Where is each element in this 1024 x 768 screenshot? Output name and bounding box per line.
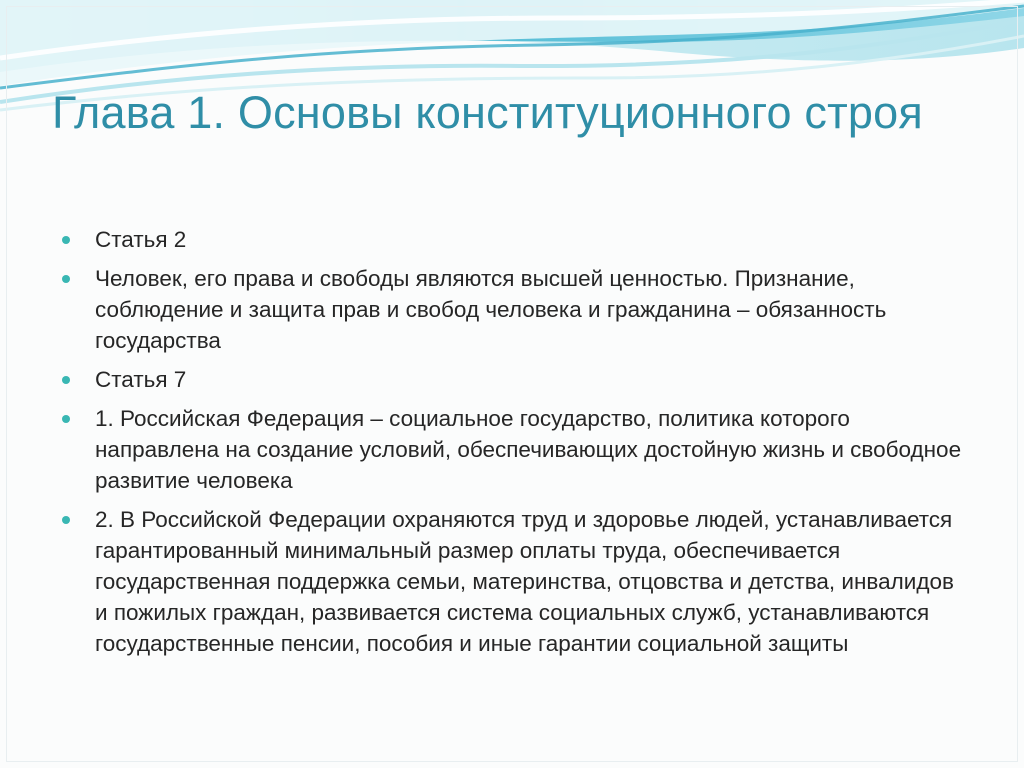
bullet-text: Человек, его права и свободы являются высшей ценностью. Признание, соблюдение и защита прав и свобод человека и гражданина – обязанность государства bbox=[95, 266, 887, 353]
bullet-item-social-protection bbox=[60, 504, 965, 659]
bullet-text: 1. Российская Федерация – социальное государство, политика которого направлена на создание условий, обеспечивающих достойную жизнь и свободное развитие человека bbox=[95, 406, 962, 493]
bullet-dot-icon bbox=[62, 415, 70, 423]
bullet-dot-icon bbox=[62, 516, 70, 524]
bullet-text: Статья 7 bbox=[95, 367, 187, 392]
bullet-dot-icon bbox=[62, 376, 70, 384]
bullet-item-article-2 bbox=[60, 224, 965, 255]
bullet-list bbox=[60, 224, 965, 659]
bullet-item-article-7 bbox=[60, 364, 965, 395]
bullet-text: 2. В Российской Федерации охраняются труд и здоровье людей, устанавливается гарантированный минимальный размер оплаты труда, обеспечивается государственная поддержка семьи, материнства, отцовства и детства, инвалидов и пожилых граждан, развивается система социальных служб, устанавливаются государственные пенсии, пособия и иные гарантии социальной защиты bbox=[95, 507, 954, 656]
slide-content bbox=[60, 224, 965, 667]
bullet-item-social-state bbox=[60, 403, 965, 496]
slide-title: Глава 1. Основы конституционного строя bbox=[52, 87, 923, 138]
bullet-dot-icon bbox=[62, 275, 70, 283]
bullet-text: Статья 2 bbox=[95, 227, 187, 252]
bullet-item-human-rights bbox=[60, 263, 965, 356]
bullet-dot-icon bbox=[62, 236, 70, 244]
